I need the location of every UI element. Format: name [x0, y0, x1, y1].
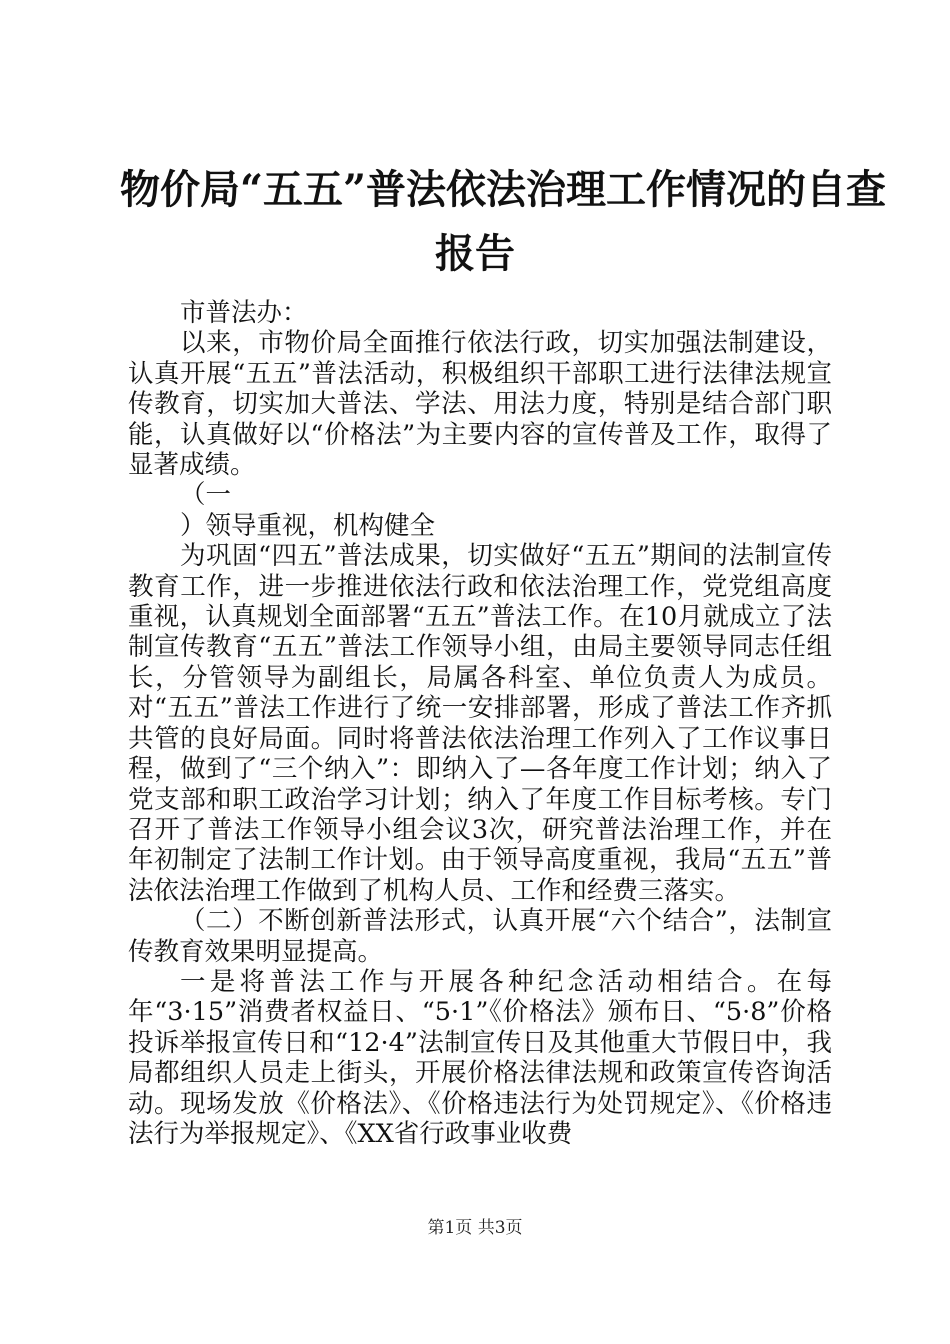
section-heading-marker: （一 [180, 480, 232, 511]
document-title [120, 158, 887, 286]
body-paragraph: 为巩固“四五”普法成果，切实做好“五五”期间的法制宣传教育工作，进一步推进依法行政和依法治理工作，党党组高度重视，认真规划全面部署“五五”普法工作。在10月就成立了法制宣传教育“五五”普法工作领导小组，由局主要领导同志任组长，分管领导为副组长，局属各科室、单位负责人为成员。对“五五”普法工作进行了统一安排部署，形成了普法工作齐抓共管的良好局面。同时将普法依法治理工作列入了工作议事日程，做到了“三个纳入”：即纳入了—各年度工作计划；纳入了党支部和职工政治学习计划；纳入了年度工作目标考核。专门召开了普法工作领导小组会议3次，研究普法治理工作，并在年初制定了法制工作计划。由于领导高度重视，我局“五五”普法依法治理工作做到了机构人员、工作和经费三落实。 [128, 541, 832, 906]
document-body [128, 298, 832, 1149]
title-line-2: 报告 [435, 230, 515, 277]
salutation: 市普法办： [180, 298, 308, 328]
page-number: 第1页 共3页 [427, 1218, 523, 1238]
section-heading: （二）不断创新普法形式，认真开展“六个结合”，法制宣传教育效果明显提高。 [128, 906, 832, 967]
body-paragraph: 一是将普法工作与开展各种纪念活动相结合。在每年“3·15”消费者权益日、“5·1”《价格法》颁布日、“5·8”价格投诉举报宣传日和“12·4”法制宣传日及其他重大节假日中，我局都组织人员走上街头，开展价格法律法规和政策宣传咨询活动。现场发放《价格法》、《价格违法行为处罚规定》、《价格违法行为举报规定》、《XX省行政事业收费 [128, 966, 832, 1149]
title-line-1: 物价局“五五”普法依法治理工作情况的自查 [120, 166, 887, 213]
section-heading: ）领导重视，机构健全 [180, 510, 436, 541]
body-paragraph: 以来，市物价局全面推行依法行政，切实加强法制建设，认真开展“五五”普法活动，积极组织干部职工进行法律法规宣传教育，切实加大普法、学法、用法力度，特别是结合部门职能，认真做好以“价格法”为主要内容的宣传普及工作，取得了显著成绩。 [128, 328, 832, 481]
